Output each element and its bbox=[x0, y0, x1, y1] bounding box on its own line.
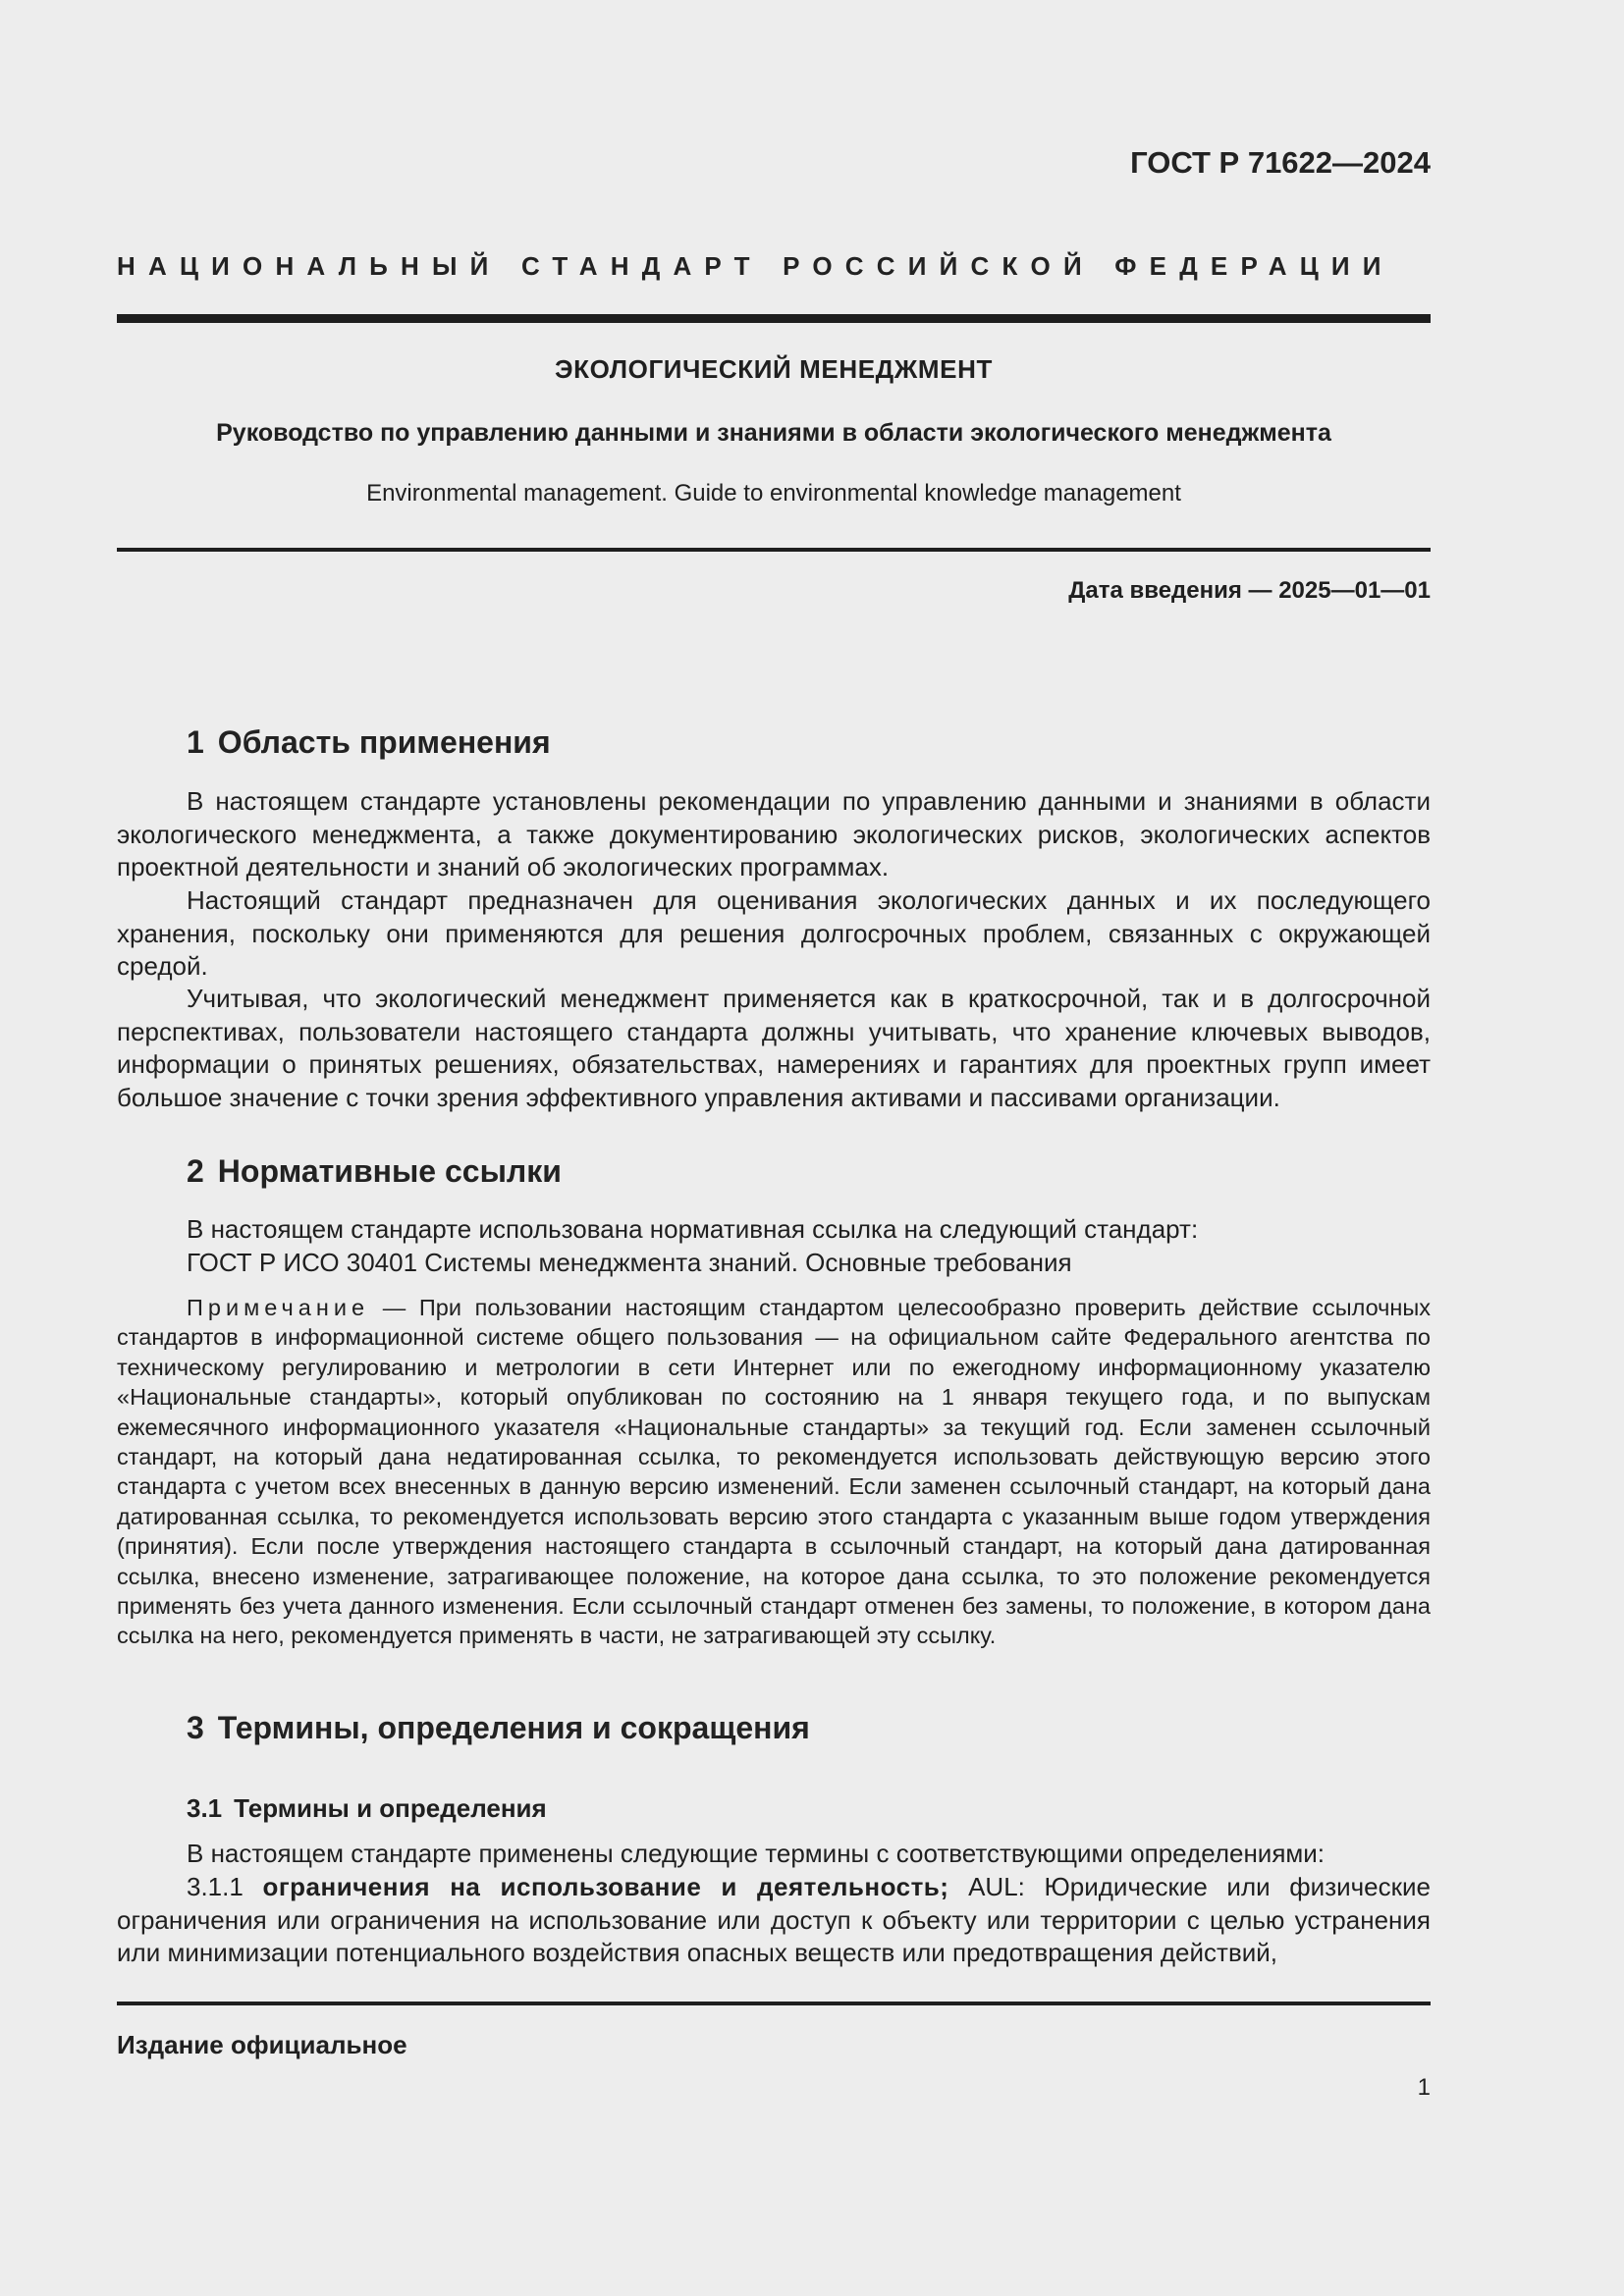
term-definition: AUL: Юридические или физические ограничения или ограничения на использование или доступ к объекту или территории с целью устранения или минимизации потенциального воздействия опасных веществ или предотвращения действий, bbox=[117, 1872, 1431, 1967]
section-1-paragraph-1: В настоящем стандарте установлены рекомендации по управлению данными и знаниями в области экологического менеджмента, а также документированию экологических рисков, экологических аспектов проектной деятельности и знаний об экологических программах. bbox=[117, 786, 1431, 881]
section-1-paragraph-2: Настоящий стандарт предназначен для оценивания экологических данных и их последующего хранения, поскольку они применяются для решения долгосрочных проблем, связанных с окружающей средой. bbox=[117, 885, 1431, 981]
page-number: 1 bbox=[1417, 2074, 1431, 2101]
document-title: ЭКОЛОГИЧЕСКИЙ МЕНЕДЖМЕНТ bbox=[555, 354, 993, 384]
note bbox=[117, 1293, 1431, 1651]
standard-number: ГОСТ Р 71622—2024 bbox=[1130, 145, 1431, 180]
section-1-heading bbox=[187, 724, 551, 761]
section-1-paragraph-3: Учитывая, что экологический менеджмент применяется как в краткосрочной, так и в долгосрочной перспективах, пользователи настоящего стандарта должны учитывать, что хранение ключевых выводов, информации о принятых решениях, обязательствах, намерениях и гарантиях для проектных групп имеет большое значение с точки зрения эффективного управления активами и пассивами организации. bbox=[117, 984, 1431, 1112]
note-text: — При пользовании настоящим стандартом целесообразно проверить действие ссылочных стандартов в информационной системе общего пользования — на официальном сайте Федерального агентства по техническому регулированию и метрологии в сети Интернет или по ежегодному информационному указателю «Национальные стандарты», который опубликован по состоянию на 1 января текущего года, и по выпускам ежемесячного информационного указателя «Национальные стандарты» за текущий год. Если заменен ссылочный стандарт, на который дана недатированная ссылка, то рекомендуется использовать действующую версию этого стандарта с учетом всех внесенных в данную версию изменений. Если заменен ссылочный стандарт, на который дана датированная ссылка, то рекомендуется использовать версию этого стандарта с указанным выше годом утверждения (принятия). Если после утверждения настоящего стандарта в ссылочный стандарт, на который дана датированная ссылка, внесено изменение, затрагивающее положение, на которое дана ссылка, то это положение рекомендуется применять без учета данного изменения. Если ссылочный стандарт отменен без замены, то положение, в котором дана ссылка на него, рекомендуется применять в части, не затрагивающей эту ссылку. bbox=[117, 1295, 1431, 1649]
national-standard-banner: НАЦИОНАЛЬНЫЙ СТАНДАРТ РОССИЙСКОЙ ФЕДЕРАЦИИ bbox=[117, 251, 1394, 281]
term-number: 3.1.1 bbox=[187, 1872, 263, 1901]
section-2-heading bbox=[187, 1153, 562, 1190]
subsection-3-1-heading bbox=[187, 1793, 547, 1824]
referenced-standard: ГОСТ Р ИСО 30401 Системы менеджмента знаний. Основные требования bbox=[187, 1248, 1072, 1277]
section-3-heading bbox=[187, 1710, 810, 1746]
term-name: ограничения на использование и деятельность; bbox=[262, 1872, 949, 1901]
document-subtitle: Руководство по управлению данными и знаниями в области экологического менеджмента bbox=[216, 419, 1331, 447]
header-rule bbox=[117, 314, 1431, 323]
subsection-number: 3.1 bbox=[187, 1793, 223, 1823]
introduction-date: Дата введения — 2025—01—01 bbox=[1068, 577, 1431, 604]
section-number: 2 bbox=[187, 1153, 204, 1189]
title-rule bbox=[117, 548, 1431, 552]
document-page bbox=[117, 0, 1431, 2296]
section-2-intro: В настоящем стандарте использована нормативная ссылка на следующий стандарт: bbox=[187, 1214, 1199, 1244]
section-title: Нормативные ссылки bbox=[217, 1153, 562, 1189]
section-number: 3 bbox=[187, 1710, 204, 1745]
section-number: 1 bbox=[187, 724, 204, 760]
official-edition-label: Издание официальное bbox=[117, 2030, 407, 2059]
section-title: Термины, определения и сокращения bbox=[217, 1710, 810, 1745]
subsection-title: Термины и определения bbox=[234, 1793, 547, 1823]
footer-rule bbox=[117, 2002, 1431, 2005]
term-3-1-1 bbox=[117, 1871, 1431, 1970]
terms-intro: В настоящем стандарте применены следующие термины с соответствующими определениями: bbox=[187, 1839, 1326, 1868]
english-title: Environmental management. Guide to environmental knowledge management bbox=[366, 480, 1181, 507]
note-label: Примечание bbox=[187, 1295, 370, 1320]
section-title: Область применения bbox=[217, 724, 551, 760]
